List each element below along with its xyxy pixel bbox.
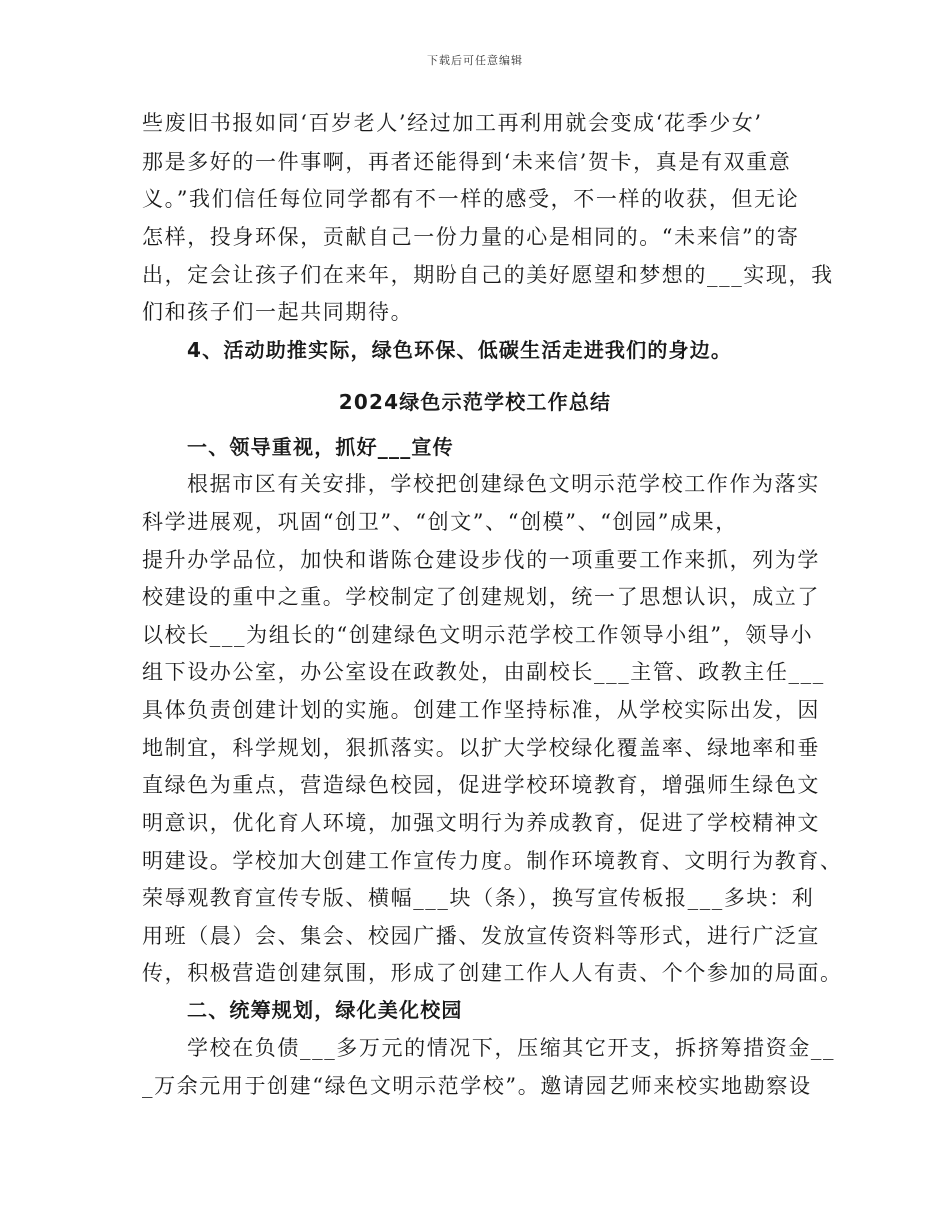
section-1-line: 以校长___为组长的“创建绿色文明示范学校工作领导小组”，领导小 [142, 623, 814, 647]
intro-line: 些废旧书报如同‘百岁老人’经过加工再利用就会变成‘花季少女’ [142, 111, 763, 135]
document-title: 2024绿色示范学校工作总结 [338, 390, 612, 414]
section-1-line: 校建设的重中之重。学校制定了创建规划，统一了思想认识，成立了 [142, 585, 820, 609]
section-1-line: 提升办学品位，加快和谐陈仓建设步伐的一项重要工作来抓，列为学 [142, 548, 820, 572]
section-1-line: 用班（晨）会、集会、校园广播、发放宣传资料等形式，进行广泛宣 [142, 924, 820, 948]
intro-line: 们和孩子们一起共同期待。 [142, 300, 414, 324]
intro-line: 那是多好的一件事啊，再者还能得到‘未来信’贺卡，真是有双重意 [142, 150, 792, 174]
section-1-line: 地制宜，科学规划，狠抓落实。以扩大学校绿化覆盖率、绿地率和垂 [142, 736, 820, 760]
section-1-line: 明意识，优化育人环境，加强文明行为养成教育，促进了学校精神文 [142, 811, 820, 835]
section-1-line: 荣辱观教育宣传专版、横幅___块（条），换写宣传板报___多块：利 [142, 886, 815, 910]
section-1-line: 直绿色为重点，营造绿色校园，促进学校环境教育，增强师生绿色文 [142, 773, 820, 797]
point-4-heading: 4、活动助推实际，绿色环保、低碳生活走进我们的身边。 [187, 338, 733, 362]
section-1-line: 明建设。学校加大创建工作宣传力度。制作环境教育、文明行为教育、 [142, 849, 843, 873]
section-2-line: _万余元用于创建“绿色文明示范学校”。邀请园艺师来校实地勘察设 [142, 1074, 812, 1098]
intro-line: 怎样，投身环保，贡献自己一份力量的心是相同的。“未来信”的寄 [142, 225, 800, 249]
section-1-line: 组下设办公室，办公室设在政教处，由副校长___主管、政教主任___ [142, 660, 825, 684]
section-1-line: 根据市区有关安排，学校把创建绿色文明示范学校工作作为落实 [187, 472, 820, 496]
section-1-line: 科学进展观，巩固“创卫”、“创文”、“创模”、“创园”成果， [142, 510, 738, 534]
section-2-line: 学校在负债___多万元的情况下，压缩其它开支，拆挤筹措资金__ [187, 1036, 836, 1060]
intro-line: 义。”我们信任每位同学都有不一样的感受，不一样的收获，但无论 [142, 187, 800, 211]
header-note: 下载后可任意编辑 [427, 54, 523, 67]
section-1-heading: 一、领导重视，抓好___宣传 [187, 435, 454, 459]
section-1-line: 具体负责创建计划的实施。创建工作坚持标准，从学校实际出发，因 [142, 698, 820, 722]
intro-line: 出，定会让孩子们在来年，期盼自己的美好愿望和梦想的___实现，我 [142, 263, 834, 287]
section-2-heading: 二、统筹规划，绿化美化校园 [187, 998, 463, 1022]
section-1-line: 传，积极营造创建氛围，形成了创建工作人人有责、个个参加的局面。 [142, 961, 843, 985]
